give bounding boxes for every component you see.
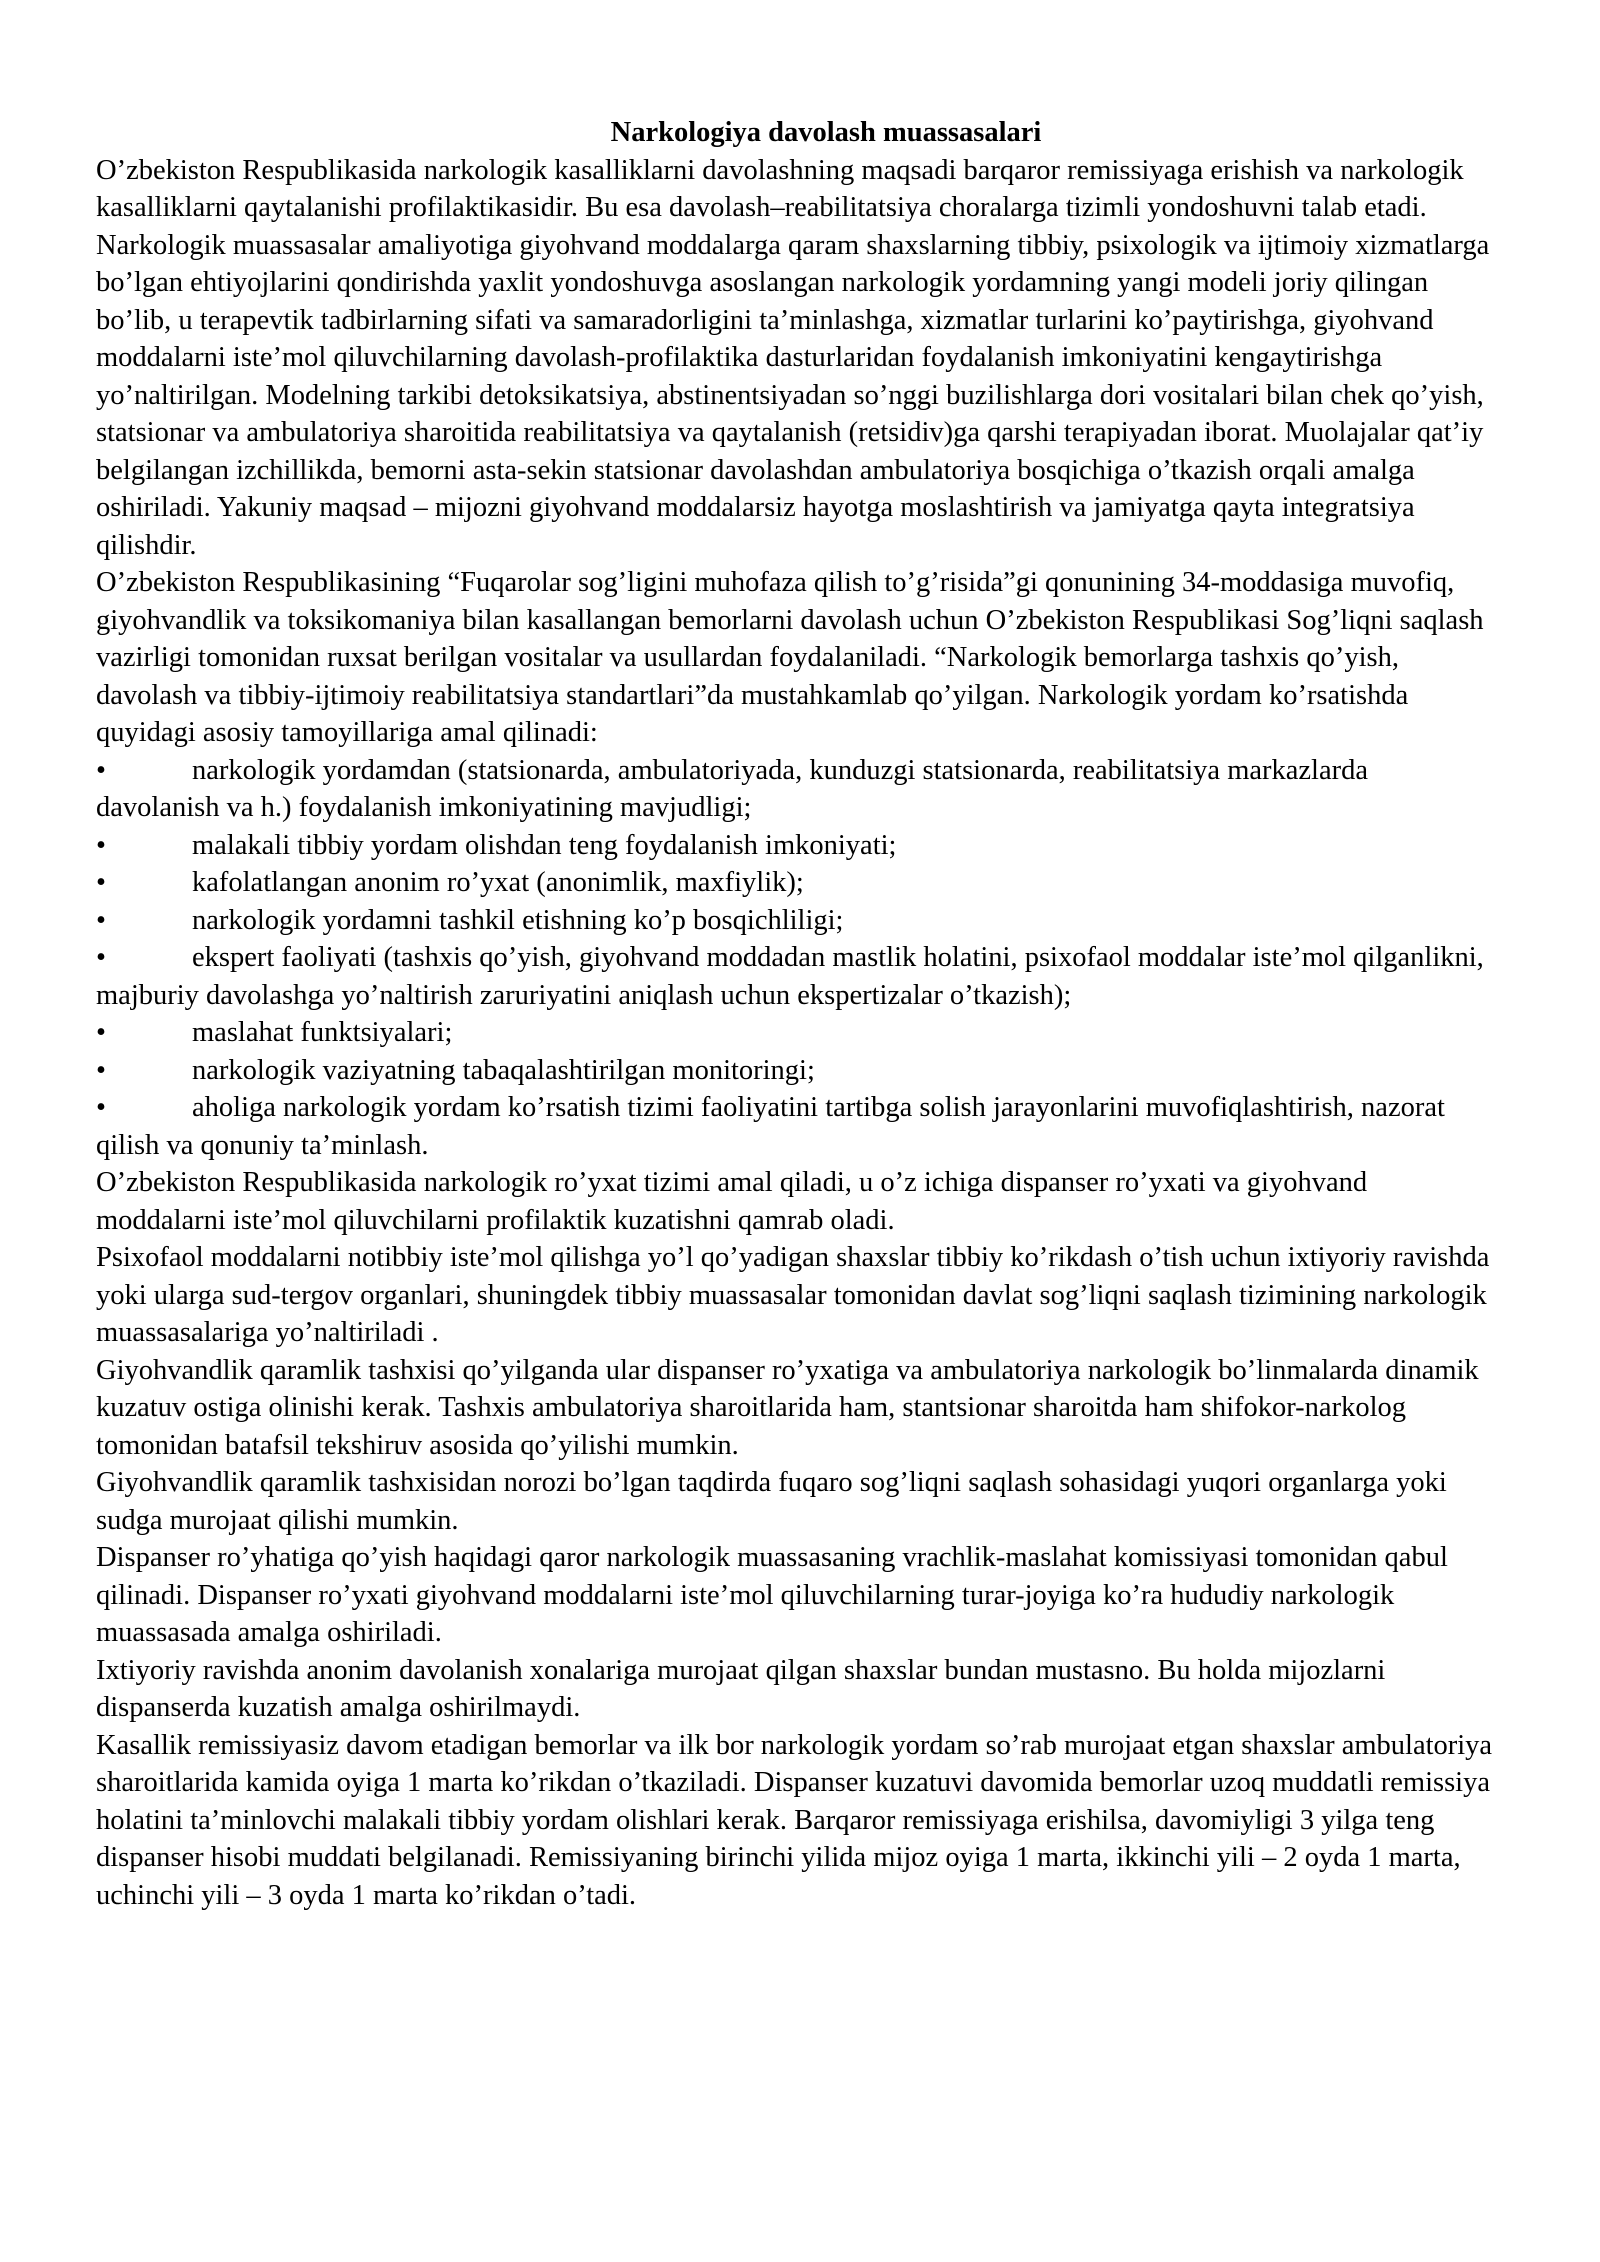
document-title: Narkologiya davolash muassasalari bbox=[610, 117, 1042, 148]
list-item bbox=[96, 827, 1496, 865]
paragraph: Giyohvandlik qaramlik tashxisi qo’yilganda ular dispanser ro’yxatiga va ambulatoriya narkologik bo’linmalarda dinamik kuzatuv ostiga olinishi kerak. Tashxis ambulatoriya sharoitlarida ham, stantsionar sharoitda ham shifokor-narkolog tomonidan batafsil tekshiruv asosida qo’yilishi mumkin. bbox=[96, 1354, 1479, 1461]
paragraph: Dispanser ro’yhatiga qo’yish haqidagi qaror narkologik muassasaning vrachlik-maslahat komissiyasi tomonidan qabul qilinadi. Dispanser ro’yxati giyohvand moddalarni iste’mol qiluvchilarning turar-joyiga ko’ra hududiy narkologik muassasada amalga oshiriladi. bbox=[96, 1542, 1448, 1648]
list-item-text: narkologik vaziyatning tabaqalashtirilgan monitoringi; bbox=[192, 1054, 815, 1086]
paragraph: Ixtiyoriy ravishda anonim davolanish xonalariga murojaat qilgan shaxslar bundan mustasno. Bu holda mijozlarni dispanserda kuzatish amalga oshirilmaydi. bbox=[96, 1654, 1386, 1723]
list-item-text: maslahat funktsiyalari; bbox=[192, 1017, 453, 1048]
paragraph: O’zbekiston Respublikasida narkologik kasalliklarni davolashning maqsadi barqaror remissiyaga erishish va narkologik kasalliklarni qaytalanishi profilaktikasidir. Bu esa davolash–reabilitatsiya choralarga tizimli yondoshuvni talab etadi. bbox=[96, 154, 1464, 223]
list-item-text: kafolatlangan anonim ro’yxat (anonimlik, maxfiylik); bbox=[192, 867, 804, 898]
list-item-text: aholiga narkologik yordam ko’rsatish tizimi faoliyatini tartibga solish jarayonlarini muvofiqlashtirish, nazorat qilish va qonuniy ta’minlash. bbox=[96, 1092, 1445, 1161]
list-item bbox=[96, 939, 1496, 1014]
paragraph: Psixofaol moddalarni notibbiy iste’mol qilishga yo’l qo’yadigan shaxslar tibbiy ko’rikdash o’tish uchun ixtiyoriy ravishda yoki ularga sud-tergov organlari, shuningdek tibbiy muassasalar tomonidan davlat sog’liqni saqlash tizimining narkologik muassasalariga yo’naltiriladi . bbox=[96, 1242, 1490, 1348]
list-item-text: narkologik yordamdan (statsionarda, ambulatoriyada, kunduzgi statsionarda, reabilitatsiya markazlarda davolanish va h.) foydalanish imkoniyatining mavjudligi; bbox=[96, 754, 1369, 823]
bullet-icon: • bbox=[96, 904, 106, 936]
bullet-icon: • bbox=[96, 942, 106, 973]
principles-list bbox=[96, 752, 1496, 1165]
document-page bbox=[96, 114, 1496, 1914]
paragraph: Kasallik remissiyasiz davom etadigan bemorlar va ilk bor narkologik yordam so’rab murojaat etgan shaxslar ambulatoriya sharoitlarida kamida oyiga 1 marta ko’rikdan o’tkaziladi. Dispanser kuzatuvi davomida bemorlar uzoq muddatli remissiya holatini ta’minlovchi malakali tibbiy yordam olishlari kerak. Barqaror remissiyaga erishilsa, davomiyligi 3 yilga teng dispanser hisobi muddati belgilanadi. Remissiyaning birinchi yilida mijoz oyiga 1 marta, ikkinchi yili – 2 oyda 1 marta, uchinchi yili – 3 oyda 1 marta ko’rikdan o’tadi. bbox=[96, 1729, 1493, 1911]
list-item bbox=[96, 752, 1496, 827]
paragraph: O’zbekiston Respublikasining “Fuqarolar sog’ligini muhofaza qilish to’g’risida”gi qonunining 34-moddasiga muvofiq, giyohvandlik va toksikomaniya bilan kasallangan bemorlarni davolash uchun O’zbekiston Respublikasi Sog’liqni saqlash vazirligi tomonidan ruxsat berilgan vositalar va usullardan foydalaniladi. “Narkologik bemorlarga tashxis qo’yish, davolash va tibbiy-ijtimoiy reabilitatsiya standartlari”da mustahkamlab qo’yilgan. Narkologik yordam ko’rsatishda quyidagi asosiy tamoyillariga amal qilinadi: bbox=[96, 567, 1484, 748]
paragraph: Narkologik muassasalar amaliyotiga giyohvand moddalarga qaram shaxslarning tibbiy, psixologik va ijtimoiy xizmatlarga bo’lgan ehtiyojlarini qondirishda yaxlit yondoshuvga asoslangan narkologik yordamning yangi modeli joriy qilingan bo’lib, u terapevtik tadbirlarning sifati va samaradorligini ta’minlashga, xizmatlar turlarini ko’paytirishga, giyohvand moddalarni iste’mol qiluvchilarning davolash-profilaktika dasturlaridan foydalanish imkoniyatini kengaytirishga yo’naltirilgan. Modelning tarkibi detoksikatsiya, abstinentsiyadan so’nggi buzilishlarga dori vositalari bilan chek qo’yish, statsionar va ambulatoriya sharoitida reabilitatsiya va qaytalanish (retsidiv)ga qarshi terapiyadan iborat. Muolajalar qat’iy belgilangan izchillikda, bemorni asta-sekin statsionar davolashdan ambulatoriya bosqichiga o’tkazish orqali amalga oshiriladi. Yakuniy maqsad – mijozni giyohvand moddalarsiz hayotga moslashtirish va jamiyatga qayta integratsiya qilishdir. bbox=[96, 229, 1490, 561]
list-item-text: malakali tibbiy yordam olishdan teng foydalanish imkoniyati; bbox=[192, 829, 897, 861]
list-item-text: narkologik yordamni tashkil etishning ko’p bosqichliligi; bbox=[192, 904, 844, 936]
list-item bbox=[96, 1089, 1496, 1164]
list-item bbox=[96, 902, 1496, 940]
bullet-icon: • bbox=[96, 1092, 106, 1123]
paragraph: O’zbekiston Respublikasida narkologik ro’yxat tizimi amal qiladi, u o’z ichiga dispanser ro’yxati va giyohvand moddalarni iste’mol qiluvchilarni profilaktik kuzatishni qamrab oladi. bbox=[96, 1167, 1368, 1236]
list-item bbox=[96, 1014, 1496, 1052]
list-item bbox=[96, 864, 1496, 902]
bullet-icon: • bbox=[96, 1017, 106, 1048]
bullet-icon: • bbox=[96, 867, 106, 898]
paragraph: Giyohvandlik qaramlik tashxisidan norozi bo’lgan taqdirda fuqaro sog’liqni saqlash sohasidagi yuqori organlarga yoki sudga murojaat qilishi mumkin. bbox=[96, 1467, 1447, 1536]
list-item bbox=[96, 1052, 1496, 1090]
list-item-text: ekspert faoliyati (tashxis qo’yish, giyohvand moddadan mastlik holatini, psixofaol moddalar iste’mol qilganlikni, majburiy davolashga yo’naltirish zaruriyatini aniqlash uchun ekspertizalar o’tkazish); bbox=[96, 942, 1484, 1011]
bullet-icon: • bbox=[96, 754, 106, 786]
bullet-icon: • bbox=[96, 1054, 106, 1086]
bullet-icon: • bbox=[96, 829, 106, 861]
